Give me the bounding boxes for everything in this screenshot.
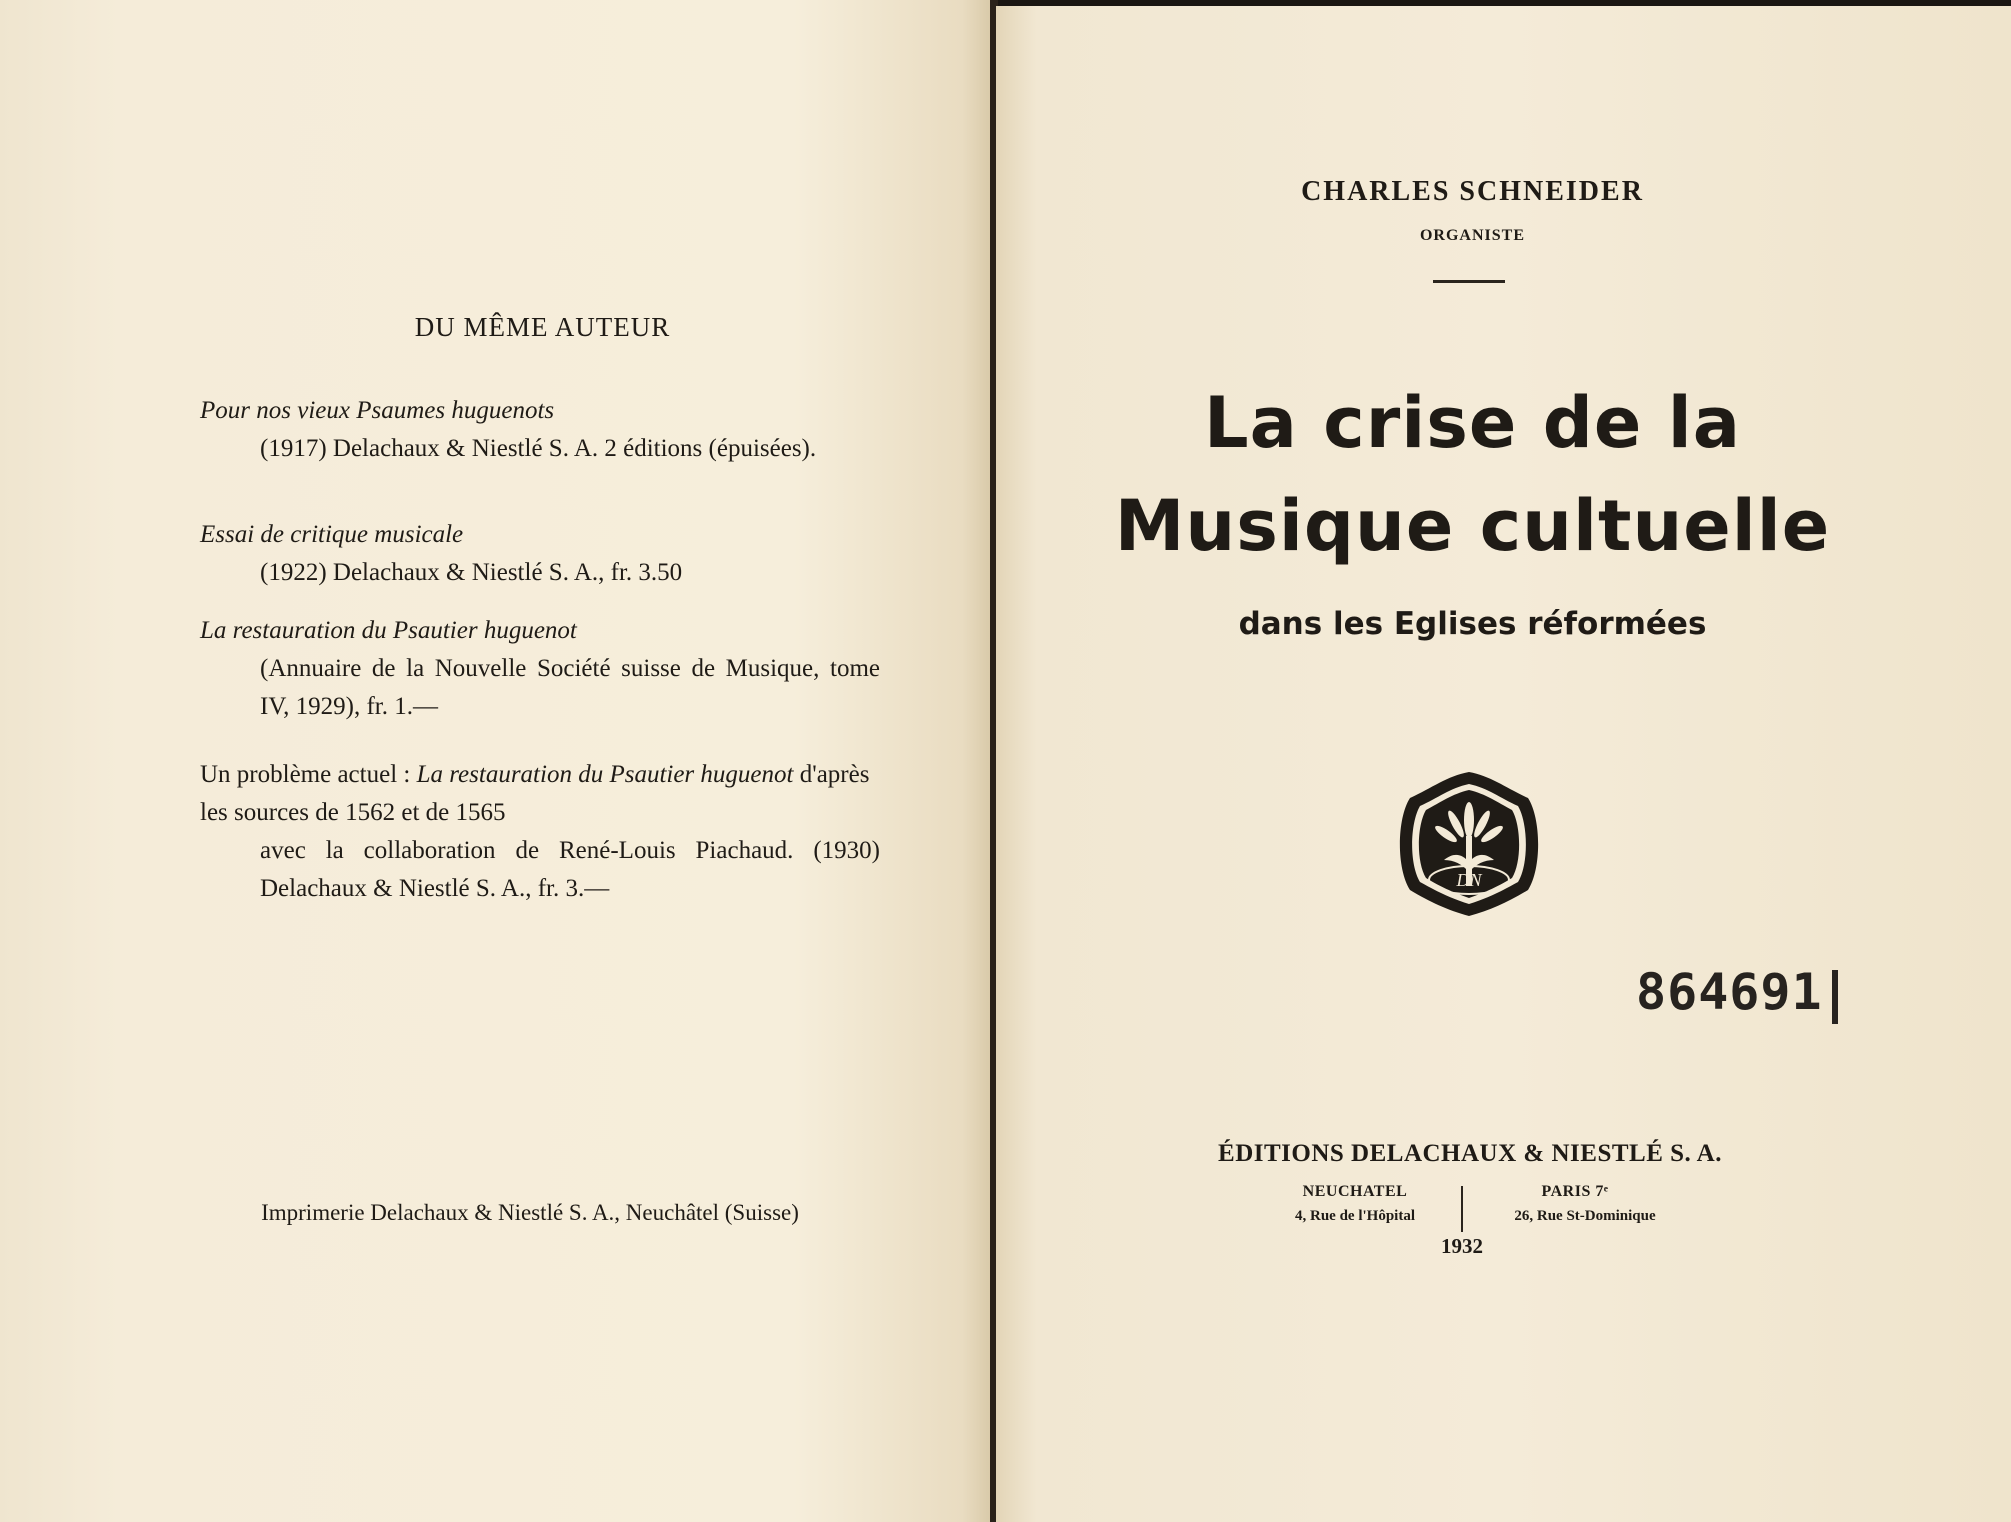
- title-rule: [1433, 280, 1505, 283]
- entry-title-line: [200, 756, 880, 832]
- publication-year: 1932: [1441, 1234, 1483, 1258]
- book-title: [1080, 372, 1865, 578]
- entry-detail: (1917) Delachaux & Niestlé S. A. 2 éditions (épuisées).: [260, 435, 817, 462]
- entry-title: Pour nos vieux Psaumes huguenots: [200, 397, 555, 424]
- entry-title: La restauration du Psautier huguenot: [416, 761, 794, 788]
- bibliography-entry: [200, 756, 880, 908]
- address-divider: [1461, 1186, 1463, 1232]
- entry-detail: (1922) Delachaux & Niestlé S. A., fr. 3.50: [260, 559, 683, 586]
- library-stamp-number: 864691: [1636, 963, 1823, 1021]
- address-right: 26, Rue St-Dominique: [1514, 1208, 1656, 1224]
- left-page: [0, 0, 992, 1522]
- left-page-heading: DU MÊME AUTEUR: [414, 312, 671, 342]
- book-subtitle: dans les Eglises réformées: [1238, 606, 1707, 642]
- author-name: CHARLES SCHNEIDER: [1301, 176, 1644, 207]
- publisher-name: ÉDITIONS DELACHAUX & NIESTLÉ S. A.: [1218, 1140, 1722, 1167]
- bibliography-entry: [200, 392, 880, 468]
- bibliography-entry: [200, 612, 880, 726]
- entry-title: Essai de critique musicale: [200, 521, 464, 548]
- city-right: PARIS 7ᵉ: [1541, 1183, 1609, 1200]
- bibliography-entry: [200, 516, 880, 592]
- entry-title-suffix: d'après les sources de 1562 et de 1565: [200, 761, 870, 826]
- author-role: ORGANISTE: [1419, 227, 1526, 244]
- stamp-bar: [1832, 970, 1838, 1024]
- emblem-monogram: DN: [1456, 870, 1482, 890]
- entry-title: La restauration du Psautier huguenot: [200, 617, 577, 644]
- publisher-emblem-icon: [1396, 768, 1542, 920]
- entry-detail: (Annuaire de la Nouvelle Société suisse de Musique, tome IV, 1929), fr. 1.—: [260, 655, 880, 720]
- entry-detail: avec la collaboration de René-Louis Piachaud. (1930) Delachaux & Niestlé S. A., fr. 3.—: [260, 837, 880, 902]
- book-title-line-2: Musique cultuelle: [1114, 485, 1831, 567]
- entry-title-prefix: Un problème actuel :: [200, 761, 417, 788]
- city-left: NEUCHATEL: [1302, 1183, 1408, 1200]
- book-title-line-1: La crise de la: [1204, 382, 1741, 464]
- address-left: 4, Rue de l'Hôpital: [1294, 1208, 1415, 1224]
- printer-imprint: Imprimerie Delachaux & Niestlé S. A., Neuchâtel (Suisse): [261, 1200, 799, 1225]
